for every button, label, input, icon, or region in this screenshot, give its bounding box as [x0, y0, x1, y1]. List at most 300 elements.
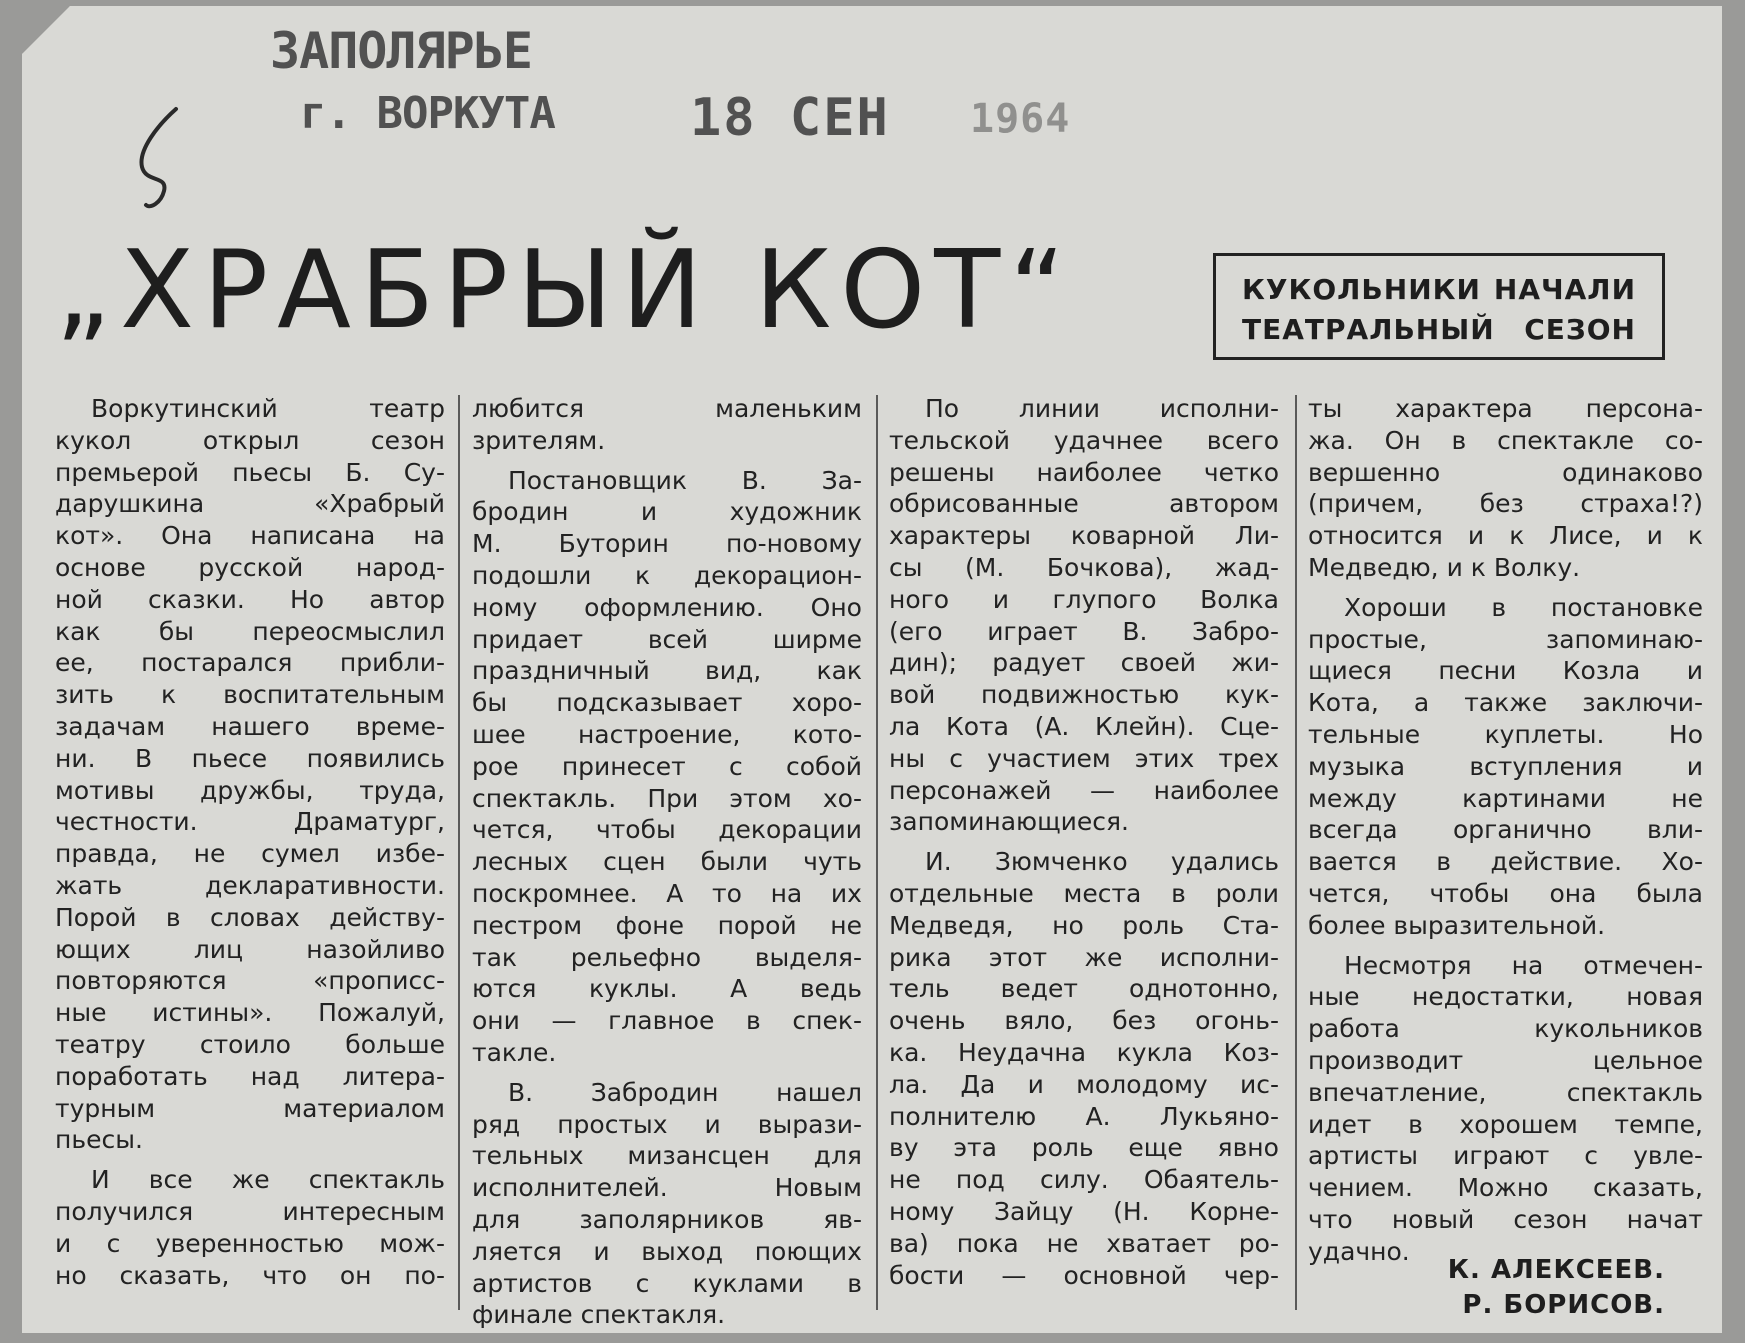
article-line: [55, 457, 445, 489]
article-column-3: [889, 393, 1279, 1291]
article-line: зрителям.: [472, 425, 606, 455]
word: Обаятель-: [1143, 1165, 1279, 1195]
word: рое: [472, 751, 519, 781]
word: то: [712, 878, 742, 908]
word: задачам: [55, 711, 166, 741]
word: Зайцу: [994, 1196, 1074, 1226]
word: По: [925, 394, 960, 423]
word: Корне-: [1189, 1196, 1279, 1226]
word: и: [1646, 521, 1663, 551]
word: подошли: [472, 560, 592, 590]
article-line: [55, 1260, 445, 1292]
word: ющих: [55, 934, 131, 964]
rubric-word: НАЧАЛИ: [1493, 273, 1636, 306]
word: поющих: [754, 1236, 862, 1266]
article-line: более выразительной.: [1308, 910, 1606, 940]
word: идет: [1308, 1109, 1372, 1139]
word: вид,: [705, 656, 762, 686]
word: праздничный: [472, 656, 650, 686]
article-line: [1308, 1013, 1703, 1045]
word: в: [1451, 425, 1467, 455]
article-line: [889, 910, 1279, 942]
word: собой: [785, 751, 862, 781]
word: с: [949, 743, 963, 773]
word: Хо-: [1661, 847, 1703, 877]
word: персонажей: [889, 775, 1052, 805]
word: Кота,: [1308, 688, 1379, 718]
word: выделя-: [754, 942, 862, 972]
word: картинами: [1462, 783, 1606, 813]
word: трех: [1218, 743, 1279, 773]
word: без: [1112, 1006, 1157, 1036]
article-line: [889, 520, 1279, 552]
word: радует: [992, 648, 1086, 678]
word: музыка: [1308, 751, 1406, 781]
word: При: [647, 783, 699, 813]
author-name: Р. БОРИСОВ.: [1462, 1290, 1665, 1320]
word: она: [1549, 878, 1597, 908]
word: над: [250, 1061, 300, 1091]
word: честности.: [55, 807, 198, 837]
word: В.: [1122, 616, 1148, 646]
word: явно: [1217, 1133, 1279, 1163]
word: играет: [987, 616, 1078, 646]
word: органично: [1453, 815, 1592, 845]
word: ведет: [1000, 974, 1078, 1004]
word: действу-: [329, 902, 445, 932]
word: в: [1436, 847, 1452, 877]
article-line: [889, 1037, 1279, 1069]
article-line: [1308, 624, 1703, 656]
word: ро-: [1238, 1228, 1279, 1258]
word: ряд: [472, 1109, 521, 1139]
word: поработать: [55, 1061, 208, 1091]
word: стоило: [199, 1029, 291, 1059]
article-line: [55, 806, 445, 838]
rubric-line: [1242, 310, 1636, 350]
word: запоминаю-: [1545, 624, 1703, 654]
word: вершенно: [1308, 457, 1441, 487]
word: И: [91, 1165, 110, 1195]
word: тельные: [1308, 719, 1421, 749]
word: одинаково: [1562, 457, 1703, 487]
word: к: [1687, 521, 1703, 551]
article-line: удачно.: [1308, 1236, 1410, 1266]
word: материалом: [283, 1093, 445, 1123]
word: настроение,: [577, 719, 741, 749]
word: ведь: [799, 974, 862, 1004]
word: Лисе,: [1549, 521, 1622, 551]
word: были: [700, 847, 769, 877]
word: исполни-: [1159, 942, 1279, 972]
article-line: [472, 687, 862, 719]
article-line: [1308, 592, 1703, 624]
word: Порой: [55, 902, 137, 932]
word: сказать,: [119, 1260, 230, 1290]
word: жать: [55, 870, 123, 900]
word: спектакль: [308, 1165, 445, 1195]
word: не: [830, 910, 862, 940]
word: повторяются: [55, 966, 227, 996]
article-line: [55, 711, 445, 743]
article-line: [472, 1172, 862, 1204]
word: избе-: [375, 839, 445, 869]
stamp-date: 18 СЕН: [690, 88, 890, 148]
word: «Храбрый: [314, 489, 445, 519]
word: спектакле: [1497, 425, 1635, 455]
word: Буторин: [558, 529, 669, 559]
word: Воркутинский: [91, 394, 278, 423]
article-line: [55, 870, 445, 902]
word: кук-: [1224, 680, 1279, 710]
word: хватает: [1106, 1228, 1211, 1258]
article-column-2: [472, 393, 862, 1331]
word: куклами: [692, 1268, 804, 1298]
pencil-mark-icon: [128, 105, 188, 215]
word: со-: [1664, 425, 1703, 455]
word: на: [770, 878, 803, 908]
word: А.: [1085, 1101, 1111, 1131]
article-line: [55, 1164, 445, 1196]
word: спектакль: [1566, 1077, 1703, 1107]
word: без: [1479, 489, 1524, 519]
word: в: [847, 1268, 862, 1298]
article-line: [55, 1093, 445, 1125]
word: Забро-: [1192, 616, 1279, 646]
article-line: такле.: [472, 1037, 557, 1067]
article-line: [1308, 846, 1703, 878]
article-line: [1308, 655, 1703, 687]
article-line: [55, 393, 445, 425]
word: пестром: [472, 910, 583, 940]
article-line: [1308, 1077, 1703, 1109]
word: еще: [1128, 1133, 1183, 1163]
word: Но: [1668, 719, 1703, 749]
article-line: [472, 1268, 862, 1300]
word: и: [1686, 656, 1703, 686]
article-headline: „ХРАБРЫЙ КОТ“: [55, 228, 1075, 353]
word: автор: [369, 584, 445, 614]
article-line: [472, 878, 862, 910]
word: в: [1408, 1109, 1423, 1139]
word: отдельные: [889, 878, 1034, 908]
word: однотонно,: [1128, 974, 1279, 1004]
author-name: К. АЛЕКСЕЕВ.: [1447, 1255, 1665, 1285]
word: темпе,: [1614, 1109, 1703, 1139]
word: чется,: [472, 815, 554, 845]
article-line: [472, 751, 862, 783]
article-line: [1308, 393, 1703, 425]
word: пока: [956, 1228, 1019, 1258]
word: сцен: [603, 847, 666, 877]
word: в: [746, 1006, 761, 1036]
word: Но: [289, 584, 325, 614]
word: этих: [1134, 743, 1195, 773]
article-line: [472, 1109, 862, 1141]
word: подсказывает: [556, 688, 743, 718]
word: Волка: [1200, 584, 1279, 614]
word: чется,: [1308, 878, 1390, 908]
word: очень: [889, 1006, 966, 1036]
word: жа.: [1308, 425, 1354, 455]
word: тельской: [889, 425, 1011, 455]
word: (причем,: [1308, 489, 1424, 519]
word: Можно: [1457, 1173, 1549, 1203]
word: сезон: [370, 425, 445, 455]
word: ного: [889, 584, 950, 614]
word: главное: [608, 1006, 715, 1036]
word: также: [1464, 688, 1548, 718]
word: любится: [472, 394, 585, 423]
word: так: [472, 942, 517, 972]
word: основе: [55, 552, 146, 582]
article-line: [889, 775, 1279, 807]
word: куплеты.: [1484, 719, 1605, 749]
word: назойливо: [306, 934, 445, 964]
word: в: [1491, 592, 1507, 622]
word: «прописс-: [313, 966, 445, 996]
article-line: [472, 393, 862, 425]
word: к: [160, 680, 177, 710]
word: работа: [1308, 1014, 1400, 1044]
word: Медведя,: [889, 910, 1014, 940]
article-line: [472, 1140, 862, 1172]
word: по-новому: [726, 529, 862, 559]
article-line: [889, 393, 1279, 425]
word: лесных: [472, 847, 568, 877]
article-line: [1308, 687, 1703, 719]
word: Несмотря: [1344, 950, 1472, 980]
article-line: [889, 711, 1279, 743]
word: дарушкина: [55, 489, 205, 519]
word: характеры: [889, 521, 1031, 551]
word: М.: [472, 529, 502, 559]
article-line: [55, 1196, 445, 1228]
word: пьесе: [191, 743, 268, 773]
word: зить: [55, 680, 114, 710]
rubric-line: [1242, 270, 1636, 310]
word: же: [231, 1165, 270, 1195]
word: рельефно: [570, 942, 702, 972]
article-line: [889, 488, 1279, 520]
word: производит: [1308, 1045, 1464, 1075]
article-line: [889, 1005, 1279, 1037]
word: маленьким: [715, 394, 862, 423]
word: декларативности.: [205, 870, 445, 900]
word: И.: [925, 847, 952, 877]
word: истины».: [152, 998, 273, 1028]
article-line: [889, 679, 1279, 711]
article-line: [472, 655, 862, 687]
word: песни: [1438, 656, 1517, 686]
word: ны: [889, 743, 926, 773]
rubric-box: [1213, 253, 1665, 360]
word: характера: [1395, 394, 1533, 423]
article-line: [889, 425, 1279, 457]
article-line: [1308, 1204, 1703, 1236]
word: труда,: [359, 775, 445, 805]
word: Кота: [945, 711, 1009, 741]
word: кукла: [1116, 1037, 1193, 1067]
word: всей: [647, 624, 708, 654]
word: сезон: [1513, 1204, 1588, 1234]
column-divider: [1295, 395, 1297, 1310]
word: премьерой: [55, 457, 199, 487]
word: исполни-: [1159, 394, 1279, 423]
word: линии: [1018, 394, 1100, 423]
word: словах: [209, 902, 300, 932]
word: яв-: [823, 1204, 862, 1234]
article-line: [889, 1228, 1279, 1260]
word: и: [1027, 1069, 1044, 1099]
word: постановке: [1550, 592, 1703, 622]
article-line: [1308, 1140, 1703, 1172]
word: чер-: [1223, 1260, 1279, 1290]
article-line: [55, 488, 445, 520]
word: они: [472, 1006, 520, 1036]
word: чтобы: [595, 815, 676, 845]
word: А: [666, 878, 684, 908]
word: вступления: [1469, 751, 1623, 781]
word: Драматург,: [293, 807, 445, 837]
word: ные: [55, 998, 107, 1028]
word: Коз-: [1223, 1037, 1279, 1067]
word: действие.: [1490, 847, 1623, 877]
word: кукол: [55, 425, 132, 455]
word: увле-: [1633, 1141, 1703, 1171]
word: воспитательным: [223, 680, 445, 710]
word: заполярников: [579, 1204, 765, 1234]
word: хо-: [822, 783, 862, 813]
word: молодому: [1076, 1069, 1208, 1099]
article-line: [889, 584, 1279, 616]
word: и: [593, 1236, 610, 1266]
article-line: [889, 1132, 1279, 1164]
word: сумел: [261, 839, 340, 869]
article-line: Медведю, и к Волку.: [1308, 552, 1581, 582]
word: места: [1063, 878, 1142, 908]
word: вается: [1308, 847, 1397, 877]
word: ной: [55, 584, 103, 614]
stamp-newspaper-name: ЗАПОЛЯРЬЕ: [270, 22, 532, 80]
word: между: [1308, 783, 1397, 813]
word: За-: [821, 465, 862, 495]
article-line: [55, 775, 445, 807]
article-line: [1308, 488, 1703, 520]
article-line: [1308, 1109, 1703, 1141]
word: Постановщик: [508, 465, 687, 495]
word: тельных: [472, 1141, 584, 1171]
article-line: пьесы.: [55, 1125, 143, 1155]
word: рика: [889, 942, 952, 972]
word: наиболее: [1153, 775, 1279, 805]
word: куклы.: [588, 974, 678, 1004]
word: не: [193, 839, 226, 869]
article-line: [1308, 1172, 1703, 1204]
word: уверенностью: [155, 1228, 344, 1258]
article-line: [1308, 719, 1703, 751]
article-line: [889, 647, 1279, 679]
article-column-4: [1308, 393, 1703, 1268]
word: что: [1308, 1204, 1353, 1234]
word: была: [1636, 878, 1703, 908]
word: литера-: [342, 1061, 445, 1091]
article-line: [55, 647, 445, 679]
word: чуть: [803, 847, 862, 877]
article-line: [889, 1260, 1279, 1292]
word: (М.: [965, 552, 1005, 582]
article-line: [55, 616, 445, 648]
article-line: [472, 1236, 862, 1268]
stamp-year: 1964: [970, 96, 1071, 142]
word: силу.: [1039, 1165, 1109, 1195]
article-line: [1308, 950, 1703, 982]
article-line: [1308, 520, 1703, 552]
article-line: [472, 624, 862, 656]
word: Сце-: [1220, 711, 1279, 741]
article-line: [889, 552, 1279, 584]
word: отмечен-: [1583, 950, 1703, 980]
article-line: [55, 552, 445, 584]
word: всегда: [1308, 815, 1398, 845]
word: ни.: [55, 743, 96, 773]
word: бости: [889, 1260, 965, 1290]
word: Неудачна: [958, 1037, 1087, 1067]
word: с: [728, 751, 743, 781]
article-line: [889, 973, 1279, 1005]
word: этом: [729, 783, 792, 813]
word: прибли-: [339, 648, 445, 678]
word: персона-: [1585, 394, 1703, 423]
article-line: [472, 1005, 862, 1037]
article-line: [472, 814, 862, 846]
word: хоро-: [791, 688, 862, 718]
article-line: [472, 1204, 862, 1236]
article-line: [889, 1164, 1279, 1196]
article-line: [55, 934, 445, 966]
word: их: [830, 878, 862, 908]
article-line: [55, 1228, 445, 1260]
word: под: [955, 1165, 1005, 1195]
word: шее: [472, 719, 526, 749]
word: порой: [717, 910, 797, 940]
article-line: [472, 496, 862, 528]
word: ис-: [1239, 1069, 1279, 1099]
word: ному: [889, 1196, 955, 1226]
word: своей: [1120, 648, 1197, 678]
word: артистов: [472, 1268, 593, 1298]
word: и: [704, 1109, 721, 1139]
word: пьесы: [232, 457, 313, 487]
word: ла.: [889, 1069, 929, 1099]
word: недостатки,: [1411, 982, 1574, 1012]
word: —: [551, 1006, 577, 1036]
word: удались: [1170, 847, 1279, 877]
word: относится: [1308, 521, 1443, 551]
word: цельное: [1592, 1045, 1703, 1075]
article-line: [472, 719, 862, 751]
word: нашего: [211, 711, 310, 741]
column-divider: [876, 395, 878, 1310]
article-line: [1308, 1045, 1703, 1077]
article-line: [1308, 457, 1703, 489]
word: В.: [508, 1077, 534, 1107]
word: бы: [472, 688, 508, 718]
word: придает: [472, 624, 584, 654]
word: переосмыслил: [252, 616, 445, 646]
word: глупого: [1052, 584, 1157, 614]
word: решены: [889, 457, 995, 487]
